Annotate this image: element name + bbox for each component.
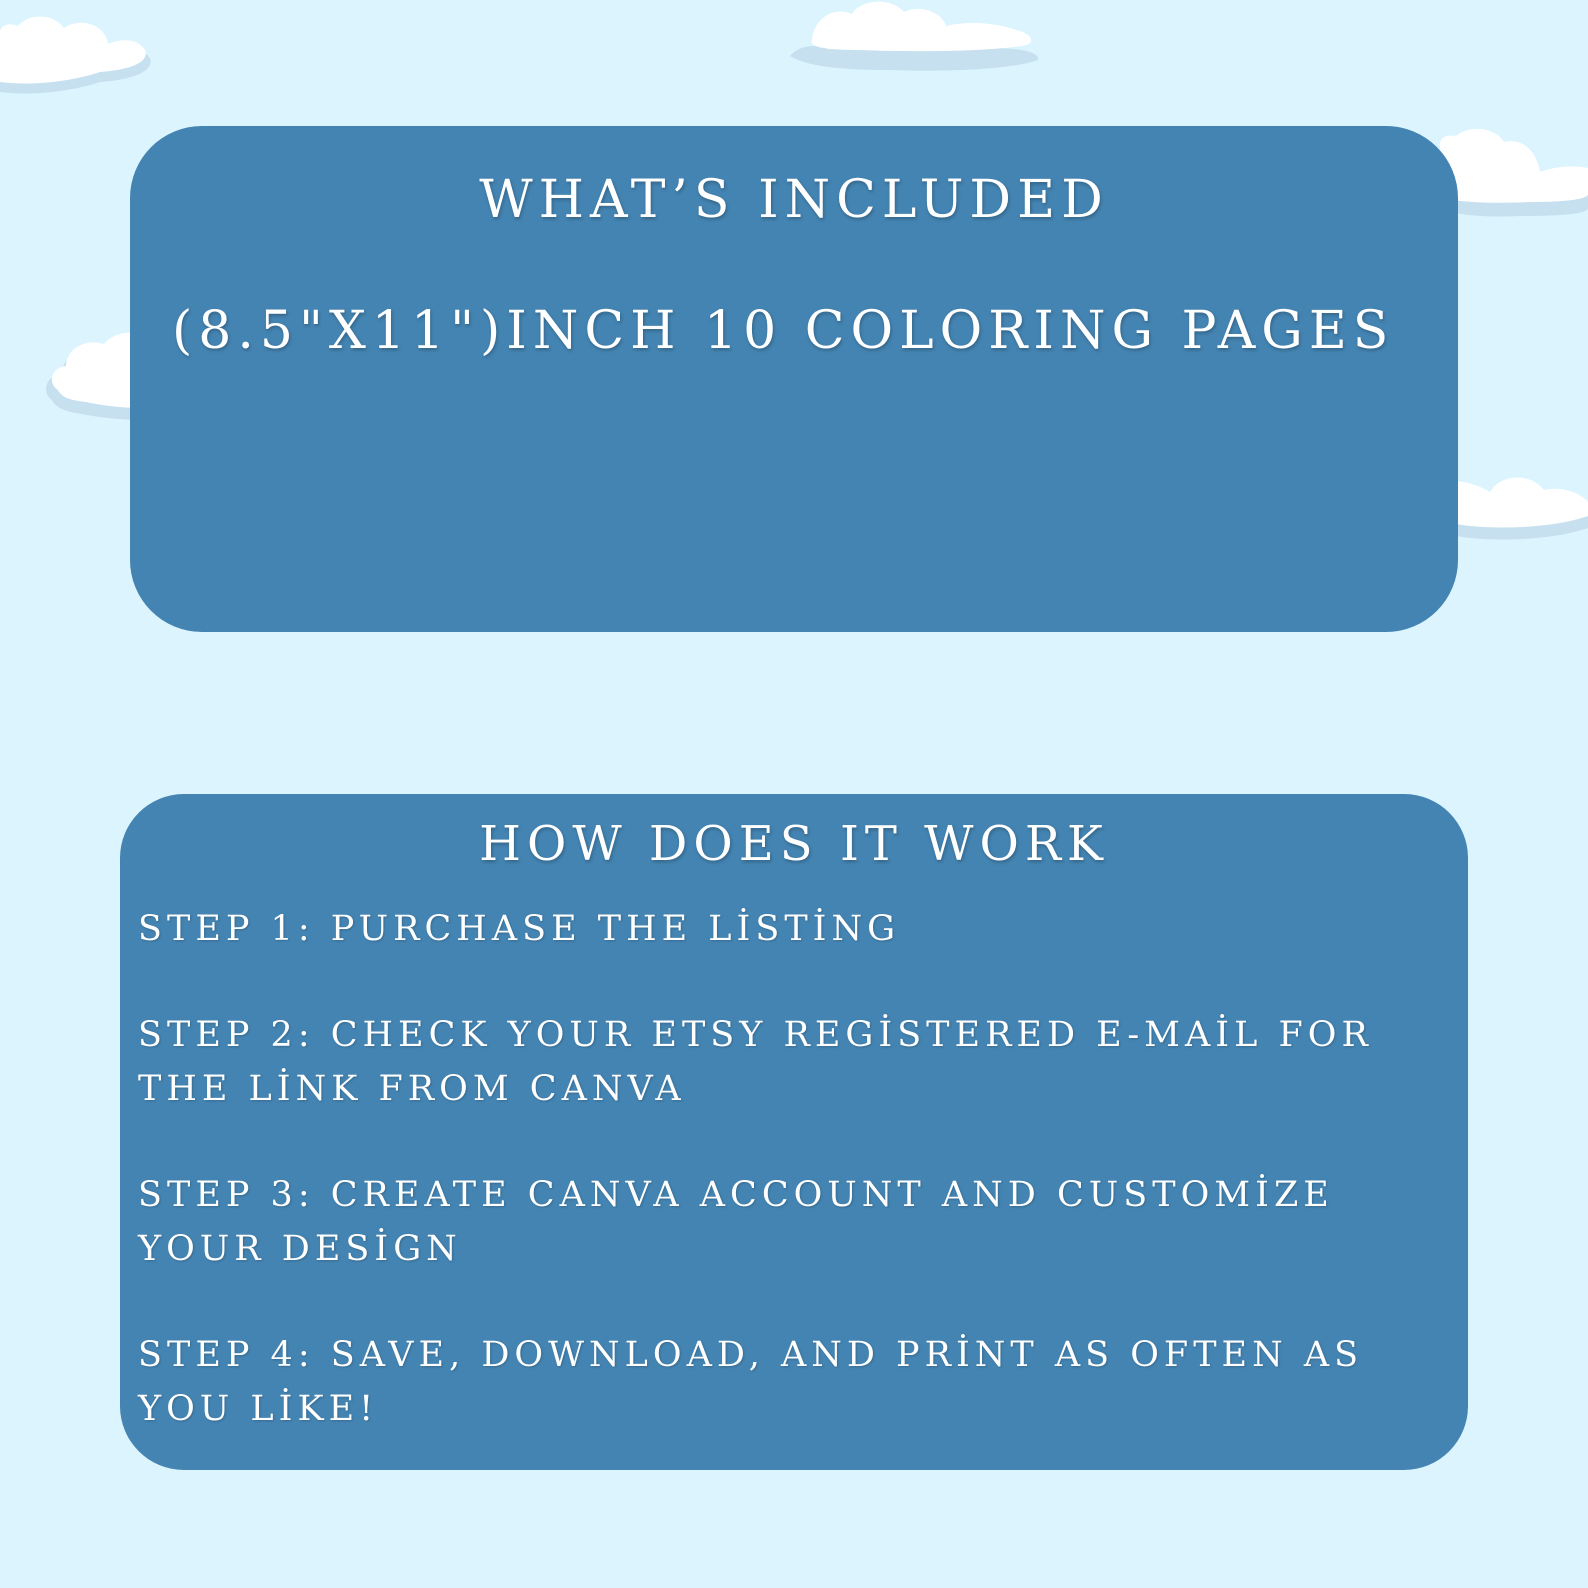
step-1: STEP 1: PURCHASE THE LİSTİNG [138, 909, 901, 949]
cloud-right-middle-decoration [1440, 472, 1588, 552]
cloud-right-top-decoration [1440, 118, 1588, 228]
included-item: (8.5"X11")INCH 10 COLORING PAGES [172, 301, 1395, 361]
step-3: STEP 3: CREATE CANVA ACCOUNT AND CUSTOMİZE YOUR DESİGN [138, 1175, 1334, 1269]
cloud-top-left-decoration [0, 0, 170, 110]
step-4: STEP 4: SAVE, DOWNLOAD, AND PRİNT AS OFTEN AS YOU LİKE! [138, 1335, 1364, 1429]
how-does-it-work-title: HOW DOES IT WORK [479, 816, 1109, 872]
how-does-it-work-panel [120, 794, 1468, 1470]
step-2: STEP 2: CHECK YOUR ETSY REGİSTERED E-MAİL FOR THE LİNK FROM CANVA [138, 1015, 1373, 1109]
steps-list [138, 902, 1454, 1488]
cloud-left-middle-decoration [42, 320, 142, 430]
whats-included-title: WHAT’S INCLUDED [479, 170, 1109, 230]
whats-included-panel [130, 126, 1458, 632]
cloud-top-center-decoration [790, 0, 1050, 80]
